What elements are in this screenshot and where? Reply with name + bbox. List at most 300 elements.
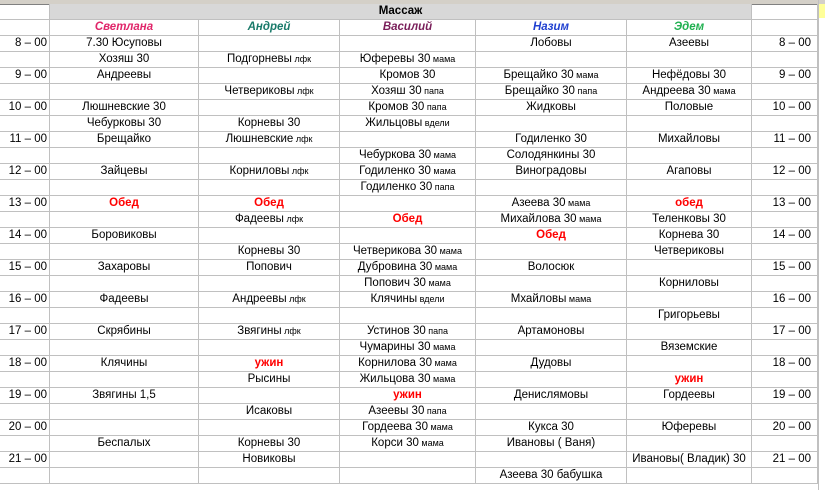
schedule-cell-vasily[interactable] bbox=[340, 36, 476, 52]
time-cell[interactable]: 21 – 00 bbox=[0, 452, 50, 468]
client-note: папа bbox=[424, 406, 447, 416]
schedule-cell-vasily[interactable] bbox=[340, 148, 476, 164]
time-cell-right[interactable]: 17 – 00 bbox=[752, 324, 818, 340]
schedule-cell-edem[interactable] bbox=[627, 84, 752, 100]
break-label: Обед bbox=[392, 213, 423, 225]
schedule-cell-svetlana[interactable] bbox=[50, 260, 199, 276]
schedule-cell-edem[interactable] bbox=[627, 388, 752, 404]
time-cell-right[interactable] bbox=[752, 308, 818, 324]
schedule-cell-nazim[interactable] bbox=[476, 68, 627, 84]
client-note: вдели bbox=[417, 294, 445, 304]
client-name: Люшневские bbox=[225, 133, 294, 145]
client-note: мама bbox=[431, 358, 457, 368]
header-time-cell[interactable] bbox=[0, 20, 50, 36]
schedule-cell-edem[interactable] bbox=[627, 100, 752, 116]
time-cell[interactable]: 19 – 00 bbox=[0, 388, 50, 404]
schedule-cell-edem[interactable] bbox=[627, 132, 752, 148]
client-name: Захаровы bbox=[97, 261, 151, 273]
schedule-cell-svetlana[interactable] bbox=[50, 196, 199, 212]
schedule-cell-svetlana[interactable] bbox=[50, 468, 199, 484]
client-name: Михайлова 30 bbox=[500, 213, 577, 225]
client-name: Андреевы bbox=[96, 69, 152, 81]
client-name: Артамоновы bbox=[517, 325, 585, 337]
time-cell[interactable] bbox=[0, 244, 50, 260]
schedule-cell-edem[interactable] bbox=[627, 196, 752, 212]
client-note: вдели bbox=[422, 118, 450, 128]
client-note: лфк bbox=[294, 86, 314, 96]
client-name: Корнилова 30 bbox=[358, 357, 432, 369]
schedule-cell-nazim[interactable] bbox=[476, 404, 627, 420]
schedule-cell-nazim[interactable] bbox=[476, 468, 627, 484]
time-cell[interactable] bbox=[0, 308, 50, 324]
schedule-cell-andrey[interactable] bbox=[199, 404, 340, 420]
schedule-cell-vasily[interactable] bbox=[340, 100, 476, 116]
time-cell-right[interactable]: 21 – 00 bbox=[752, 452, 818, 468]
schedule-cell-andrey[interactable] bbox=[199, 260, 340, 276]
schedule-cell-edem[interactable] bbox=[627, 36, 752, 52]
schedule-cell-nazim[interactable] bbox=[476, 148, 627, 164]
client-note: мама bbox=[427, 422, 453, 432]
client-name: Фадеевы bbox=[99, 293, 149, 305]
schedule-cell-vasily[interactable] bbox=[340, 116, 476, 132]
client-name: Жильцова 30 bbox=[359, 373, 431, 385]
time-cell[interactable]: 17 – 00 bbox=[0, 324, 50, 340]
break-label: ужин bbox=[393, 389, 422, 401]
client-name: Годиленко 30 bbox=[359, 165, 431, 177]
schedule-cell-svetlana[interactable] bbox=[50, 436, 199, 452]
client-name: Азеевы bbox=[669, 37, 709, 49]
client-name: Брещайко 30 bbox=[503, 69, 574, 81]
schedule-cell-andrey[interactable] bbox=[199, 36, 340, 52]
schedule-cell-edem[interactable] bbox=[627, 260, 752, 276]
time-cell-right[interactable]: 8 – 00 bbox=[752, 36, 818, 52]
client-name: Подгорневы bbox=[226, 53, 292, 65]
time-cell-right[interactable]: 10 – 00 bbox=[752, 100, 818, 116]
schedule-cell-vasily[interactable] bbox=[340, 180, 476, 196]
client-note: папа bbox=[425, 326, 449, 336]
client-name: Чебуркова 30 bbox=[358, 149, 432, 161]
schedule-cell-nazim[interactable] bbox=[476, 324, 627, 340]
client-note: мама bbox=[430, 54, 456, 64]
time-cell-right[interactable] bbox=[752, 52, 818, 68]
schedule-cell-vasily[interactable] bbox=[340, 52, 476, 68]
time-cell[interactable]: 11 – 00 bbox=[0, 132, 50, 148]
schedule-cell-nazim[interactable] bbox=[476, 180, 627, 196]
schedule-cell-edem[interactable] bbox=[627, 468, 752, 484]
schedule-cell-vasily[interactable] bbox=[340, 340, 476, 356]
client-name: Нефёдовы 30 bbox=[651, 69, 727, 81]
time-cell-right[interactable] bbox=[752, 340, 818, 356]
schedule-cell-vasily[interactable] bbox=[340, 228, 476, 244]
schedule-cell-svetlana[interactable] bbox=[50, 420, 199, 436]
schedule-cell-svetlana[interactable] bbox=[50, 356, 199, 372]
header-time-cell-right[interactable] bbox=[752, 20, 818, 36]
schedule-cell-nazim[interactable] bbox=[476, 436, 627, 452]
time-cell-right[interactable] bbox=[752, 276, 818, 292]
time-cell-right[interactable]: 13 – 00 bbox=[752, 196, 818, 212]
client-note: мама bbox=[418, 438, 444, 448]
schedule-cell-edem[interactable] bbox=[627, 148, 752, 164]
schedule-cell-svetlana[interactable] bbox=[50, 388, 199, 404]
client-name: Гордеева 30 bbox=[362, 421, 428, 433]
schedule-cell-vasily[interactable] bbox=[340, 468, 476, 484]
time-cell[interactable]: 9 – 00 bbox=[0, 68, 50, 84]
schedule-cell-edem[interactable] bbox=[627, 308, 752, 324]
schedule-cell-vasily[interactable] bbox=[340, 356, 476, 372]
client-note: папа bbox=[424, 102, 447, 112]
schedule-cell-andrey[interactable] bbox=[199, 292, 340, 308]
schedule-cell-edem[interactable] bbox=[627, 420, 752, 436]
time-cell-right[interactable]: 15 – 00 bbox=[752, 260, 818, 276]
break-label: Обед bbox=[536, 229, 566, 241]
client-name: Звягины 1,5 bbox=[92, 389, 156, 401]
client-note: мама bbox=[425, 278, 451, 288]
schedule-cell-vasily[interactable] bbox=[340, 244, 476, 260]
time-cell-right[interactable] bbox=[752, 84, 818, 100]
client-name: Гордеевы bbox=[663, 389, 715, 401]
column-header-edem[interactable]: Эдем bbox=[627, 20, 752, 36]
schedule-cell-svetlana[interactable] bbox=[50, 180, 199, 196]
sheet-title[interactable]: Массаж bbox=[50, 4, 752, 20]
schedule-cell-svetlana[interactable] bbox=[50, 404, 199, 420]
client-note: лфк bbox=[283, 214, 304, 224]
time-cell-right[interactable]: 20 – 00 bbox=[752, 420, 818, 436]
client-name: Азеева 30 бабушка bbox=[499, 469, 603, 481]
client-name: Азеева 30 bbox=[511, 197, 566, 209]
time-cell[interactable]: 20 – 00 bbox=[0, 420, 50, 436]
client-note: мама bbox=[573, 70, 599, 80]
client-note: мама bbox=[430, 342, 456, 352]
schedule-cell-andrey[interactable] bbox=[199, 468, 340, 484]
time-cell[interactable]: 15 – 00 bbox=[0, 260, 50, 276]
client-name: Исаковы bbox=[245, 405, 293, 417]
schedule-cell-svetlana[interactable] bbox=[50, 36, 199, 52]
schedule-cell-andrey[interactable] bbox=[199, 68, 340, 84]
client-name: Звягины bbox=[237, 325, 282, 337]
schedule-cell-edem[interactable] bbox=[627, 228, 752, 244]
time-cell-right[interactable] bbox=[752, 404, 818, 420]
client-name: Клячины bbox=[100, 357, 148, 369]
schedule-cell-svetlana[interactable] bbox=[50, 452, 199, 468]
time-cell[interactable]: 8 – 00 bbox=[0, 36, 50, 52]
schedule-cell-edem[interactable] bbox=[627, 404, 752, 420]
corner-cell-right[interactable] bbox=[752, 4, 818, 20]
schedule-cell-svetlana[interactable] bbox=[50, 228, 199, 244]
client-name: Дудовы bbox=[530, 357, 572, 369]
schedule-cell-andrey[interactable] bbox=[199, 244, 340, 260]
client-name: Михайловы bbox=[657, 133, 721, 145]
schedule-cell-nazim[interactable] bbox=[476, 340, 627, 356]
client-note: мама bbox=[566, 294, 592, 304]
schedule-cell-vasily[interactable] bbox=[340, 436, 476, 452]
time-cell[interactable] bbox=[0, 404, 50, 420]
client-note: лфк bbox=[289, 166, 309, 176]
schedule-cell-andrey[interactable] bbox=[199, 148, 340, 164]
time-cell-right[interactable]: 12 – 00 bbox=[752, 164, 818, 180]
time-cell[interactable] bbox=[0, 148, 50, 164]
time-cell[interactable] bbox=[0, 52, 50, 68]
time-cell[interactable] bbox=[0, 372, 50, 388]
time-cell[interactable] bbox=[0, 212, 50, 228]
time-cell[interactable]: 13 – 00 bbox=[0, 196, 50, 212]
schedule-cell-vasily[interactable] bbox=[340, 388, 476, 404]
schedule-cell-andrey[interactable] bbox=[199, 420, 340, 436]
schedule-cell-nazim[interactable] bbox=[476, 356, 627, 372]
column-header-svetlana[interactable]: Светлана bbox=[50, 20, 199, 36]
client-note: мама bbox=[710, 86, 736, 96]
schedule-cell-svetlana[interactable] bbox=[50, 116, 199, 132]
schedule-cell-andrey[interactable] bbox=[199, 180, 340, 196]
time-cell-right[interactable]: 16 – 00 bbox=[752, 292, 818, 308]
schedule-cell-svetlana[interactable] bbox=[50, 372, 199, 388]
schedule-cell-vasily[interactable] bbox=[340, 292, 476, 308]
schedule-cell-andrey[interactable] bbox=[199, 100, 340, 116]
client-note: лфк bbox=[281, 326, 301, 336]
schedule-cell-nazim[interactable] bbox=[476, 260, 627, 276]
schedule-cell-svetlana[interactable] bbox=[50, 52, 199, 68]
schedule-cell-svetlana[interactable] bbox=[50, 132, 199, 148]
time-cell[interactable]: 14 – 00 bbox=[0, 228, 50, 244]
schedule-cell-edem[interactable] bbox=[627, 52, 752, 68]
schedule-cell-vasily[interactable] bbox=[340, 372, 476, 388]
client-name: Виноградовы bbox=[515, 165, 587, 177]
schedule-cell-nazim[interactable] bbox=[476, 164, 627, 180]
time-cell-right[interactable]: 19 – 00 bbox=[752, 388, 818, 404]
client-name: Теленковы 30 bbox=[652, 213, 726, 225]
schedule-cell-svetlana[interactable] bbox=[50, 276, 199, 292]
schedule-cell-svetlana[interactable] bbox=[50, 292, 199, 308]
schedule-cell-nazim[interactable] bbox=[476, 372, 627, 388]
schedule-cell-vasily[interactable] bbox=[340, 324, 476, 340]
schedule-cell-edem[interactable] bbox=[627, 68, 752, 84]
time-cell-right[interactable] bbox=[752, 436, 818, 452]
client-name: Корниловы bbox=[659, 277, 719, 289]
schedule-cell-vasily[interactable] bbox=[340, 84, 476, 100]
break-label: Обед bbox=[109, 197, 139, 209]
schedule-cell-edem[interactable] bbox=[627, 212, 752, 228]
column-header-andrey[interactable]: Андрей bbox=[199, 20, 340, 36]
client-name: Кромов 30 bbox=[379, 69, 436, 81]
client-name: Юферевы 30 bbox=[359, 53, 431, 65]
time-cell-right[interactable] bbox=[752, 116, 818, 132]
schedule-cell-edem[interactable] bbox=[627, 244, 752, 260]
schedule-cell-andrey[interactable] bbox=[199, 84, 340, 100]
time-cell[interactable] bbox=[0, 436, 50, 452]
client-note: мама bbox=[430, 374, 456, 384]
schedule-cell-edem[interactable] bbox=[627, 356, 752, 372]
time-cell[interactable] bbox=[0, 276, 50, 292]
schedule-cell-svetlana[interactable] bbox=[50, 244, 199, 260]
schedule-cell-nazim[interactable] bbox=[476, 244, 627, 260]
client-name: Солодянкины 30 bbox=[506, 149, 596, 161]
client-name: Корнева 30 bbox=[658, 229, 720, 241]
schedule-cell-vasily[interactable] bbox=[340, 276, 476, 292]
schedule-cell-andrey[interactable] bbox=[199, 52, 340, 68]
schedule-cell-vasily[interactable] bbox=[340, 308, 476, 324]
time-cell-right[interactable]: 9 – 00 bbox=[752, 68, 818, 84]
schedule-cell-edem[interactable] bbox=[627, 292, 752, 308]
client-note: мама bbox=[576, 214, 602, 224]
client-note: мама bbox=[437, 246, 462, 256]
schedule-cell-nazim[interactable] bbox=[476, 116, 627, 132]
client-name: Корси 30 bbox=[371, 437, 419, 449]
client-name: Агаповы bbox=[666, 165, 712, 177]
client-name: Азеевы 30 bbox=[368, 405, 425, 417]
client-name: Жильцовы bbox=[365, 117, 423, 129]
time-cell-right[interactable] bbox=[752, 148, 818, 164]
schedule-cell-andrey[interactable] bbox=[199, 324, 340, 340]
schedule-cell-nazim[interactable] bbox=[476, 452, 627, 468]
column-header-nazim[interactable]: Назим bbox=[476, 20, 627, 36]
time-cell[interactable]: 10 – 00 bbox=[0, 100, 50, 116]
time-cell[interactable] bbox=[0, 84, 50, 100]
schedule-cell-svetlana[interactable] bbox=[50, 212, 199, 228]
client-name: Мхайловы bbox=[510, 293, 567, 305]
schedule-cell-svetlana[interactable] bbox=[50, 84, 199, 100]
break-label: ужин bbox=[674, 373, 704, 385]
schedule-cell-andrey[interactable] bbox=[199, 436, 340, 452]
client-name: Хозяш 30 bbox=[98, 53, 150, 65]
schedule-cell-andrey[interactable] bbox=[199, 452, 340, 468]
client-name: Чумарины 30 bbox=[359, 341, 431, 353]
schedule-cell-edem[interactable] bbox=[627, 116, 752, 132]
client-note: папа bbox=[421, 86, 444, 96]
schedule-cell-edem[interactable] bbox=[627, 324, 752, 340]
schedule-cell-andrey[interactable] bbox=[199, 276, 340, 292]
client-name: Ивановы( Владик) 30 bbox=[632, 453, 746, 465]
schedule-cell-andrey[interactable] bbox=[199, 228, 340, 244]
highlighted-cell[interactable] bbox=[819, 4, 825, 18]
schedule-cell-vasily[interactable] bbox=[340, 132, 476, 148]
client-name: Хозяш 30 bbox=[371, 85, 422, 97]
client-name: Лобовы bbox=[530, 37, 572, 49]
time-cell[interactable] bbox=[0, 116, 50, 132]
schedule-cell-svetlana[interactable] bbox=[50, 68, 199, 84]
schedule-cell-edem[interactable] bbox=[627, 436, 752, 452]
schedule-cell-vasily[interactable] bbox=[340, 260, 476, 276]
time-cell-right[interactable] bbox=[752, 180, 818, 196]
schedule-cell-nazim[interactable] bbox=[476, 84, 627, 100]
schedule-cell-vasily[interactable] bbox=[340, 196, 476, 212]
schedule-cell-andrey[interactable] bbox=[199, 308, 340, 324]
schedule-cell-svetlana[interactable] bbox=[50, 340, 199, 356]
client-name: Ивановы ( Ваня) bbox=[506, 437, 596, 449]
client-name: Чебурковы 30 bbox=[86, 117, 162, 129]
time-cell[interactable] bbox=[0, 468, 50, 484]
schedule-cell-nazim[interactable] bbox=[476, 132, 627, 148]
time-cell[interactable]: 16 – 00 bbox=[0, 292, 50, 308]
schedule-cell-svetlana[interactable] bbox=[50, 308, 199, 324]
time-cell-right[interactable] bbox=[752, 244, 818, 260]
schedule-cell-andrey[interactable] bbox=[199, 372, 340, 388]
schedule-cell-edem[interactable] bbox=[627, 340, 752, 356]
schedule-cell-vasily[interactable] bbox=[340, 212, 476, 228]
schedule-cell-andrey[interactable] bbox=[199, 340, 340, 356]
schedule-cell-nazim[interactable] bbox=[476, 212, 627, 228]
schedule-cell-nazim[interactable] bbox=[476, 276, 627, 292]
schedule-cell-andrey[interactable] bbox=[199, 164, 340, 180]
time-cell-right[interactable] bbox=[752, 468, 818, 484]
break-label: обед bbox=[675, 197, 703, 209]
schedule-cell-vasily[interactable] bbox=[340, 452, 476, 468]
time-cell-right[interactable]: 11 – 00 bbox=[752, 132, 818, 148]
client-note: лфк bbox=[293, 134, 313, 144]
time-cell[interactable]: 18 – 00 bbox=[0, 356, 50, 372]
schedule-cell-nazim[interactable] bbox=[476, 228, 627, 244]
client-name: Половые bbox=[664, 101, 714, 113]
client-name: Попович bbox=[246, 261, 292, 273]
schedule-cell-nazim[interactable] bbox=[476, 196, 627, 212]
time-cell-right[interactable] bbox=[752, 372, 818, 388]
schedule-cell-edem[interactable] bbox=[627, 452, 752, 468]
schedule-cell-andrey[interactable] bbox=[199, 212, 340, 228]
time-cell-right[interactable]: 14 – 00 bbox=[752, 228, 818, 244]
client-name: Андреева 30 bbox=[642, 85, 711, 97]
right-edge-column bbox=[818, 0, 825, 490]
schedule-cell-vasily[interactable] bbox=[340, 164, 476, 180]
time-cell[interactable] bbox=[0, 340, 50, 356]
client-name: Вяземские bbox=[660, 341, 718, 353]
client-name: Кукса 30 bbox=[528, 421, 574, 433]
client-name: Корневы 30 bbox=[237, 117, 301, 129]
schedule-cell-edem[interactable] bbox=[627, 164, 752, 180]
client-name: Жидковы bbox=[526, 101, 576, 113]
time-cell[interactable] bbox=[0, 180, 50, 196]
schedule-cell-svetlana[interactable] bbox=[50, 100, 199, 116]
time-cell-right[interactable] bbox=[752, 212, 818, 228]
schedule-cell-nazim[interactable] bbox=[476, 100, 627, 116]
client-name: Четверикова 30 bbox=[353, 245, 438, 257]
schedule-cell-svetlana[interactable] bbox=[50, 164, 199, 180]
schedule-cell-nazim[interactable] bbox=[476, 52, 627, 68]
client-name: Григорьевы bbox=[658, 309, 720, 321]
corner-cell[interactable] bbox=[0, 4, 50, 20]
schedule-cell-andrey[interactable] bbox=[199, 388, 340, 404]
client-name: Четвериковы bbox=[224, 85, 295, 97]
time-cell[interactable]: 12 – 00 bbox=[0, 164, 50, 180]
schedule-cell-nazim[interactable] bbox=[476, 308, 627, 324]
column-header-vasily[interactable]: Василий bbox=[340, 20, 476, 36]
client-name: Юферевы bbox=[661, 421, 717, 433]
schedule-cell-nazim[interactable] bbox=[476, 36, 627, 52]
schedule-cell-andrey[interactable] bbox=[199, 356, 340, 372]
schedule-cell-andrey[interactable] bbox=[199, 196, 340, 212]
client-note: мама bbox=[432, 262, 458, 272]
client-name: Четвериковы bbox=[653, 245, 725, 257]
client-name: Годиленко 30 bbox=[515, 133, 587, 145]
schedule-cell-edem[interactable] bbox=[627, 180, 752, 196]
schedule-cell-vasily[interactable] bbox=[340, 404, 476, 420]
schedule-cell-svetlana[interactable] bbox=[50, 148, 199, 164]
client-name: Андреевы bbox=[232, 293, 287, 305]
schedule-cell-nazim[interactable] bbox=[476, 420, 627, 436]
client-name: Дубровина 30 bbox=[357, 261, 433, 273]
break-label: Обед bbox=[254, 197, 284, 209]
schedule-cell-nazim[interactable] bbox=[476, 292, 627, 308]
time-cell-right[interactable]: 18 – 00 bbox=[752, 356, 818, 372]
client-name: Скрябины bbox=[97, 325, 151, 337]
schedule-cell-andrey[interactable] bbox=[199, 132, 340, 148]
schedule-cell-edem[interactable] bbox=[627, 372, 752, 388]
schedule-cell-andrey[interactable] bbox=[199, 116, 340, 132]
break-label: ужин bbox=[254, 357, 284, 369]
schedule-cell-edem[interactable] bbox=[627, 276, 752, 292]
schedule-cell-svetlana[interactable] bbox=[50, 324, 199, 340]
schedule-cell-nazim[interactable] bbox=[476, 388, 627, 404]
schedule-cell-vasily[interactable] bbox=[340, 420, 476, 436]
client-name: Беспалых bbox=[97, 437, 151, 449]
schedule-cell-vasily[interactable] bbox=[340, 68, 476, 84]
